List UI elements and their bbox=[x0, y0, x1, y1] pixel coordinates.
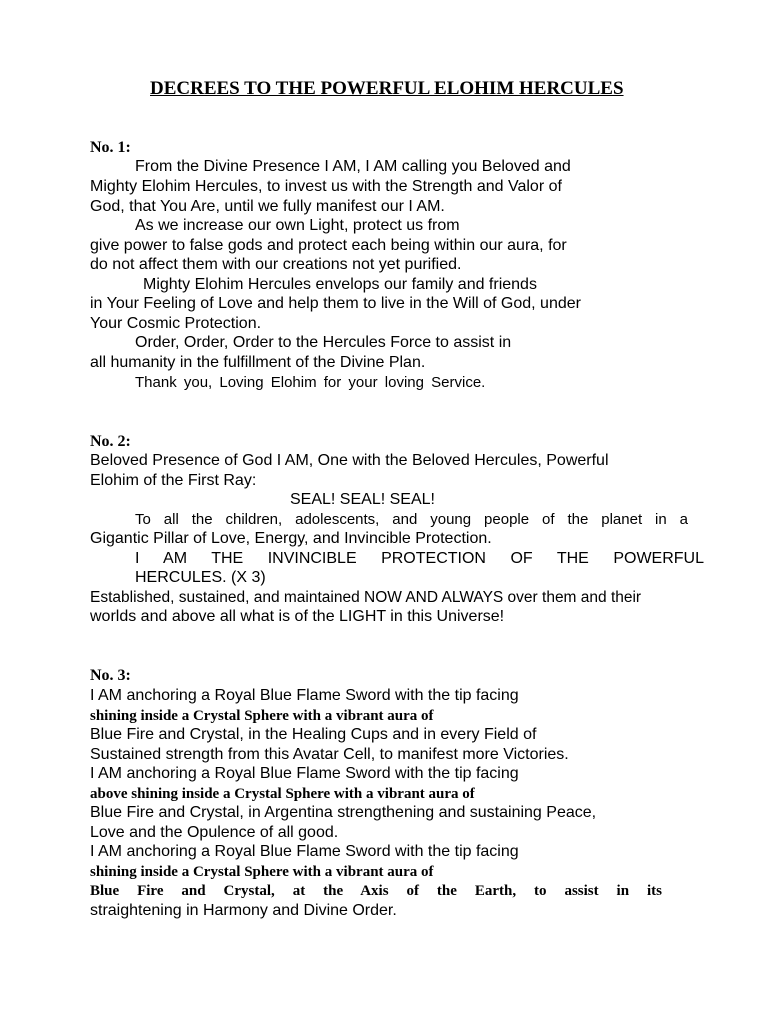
decree-2-line-4: To all the children, adolescents, and young people of the planet in a bbox=[135, 511, 688, 528]
decree-3-line-1: I AM anchoring a Royal Blue Flame Sword with the tip facing bbox=[90, 687, 519, 704]
decree-1-line-4: As we increase our own Light, protect us from bbox=[135, 217, 460, 234]
decree-3-line-8: Love and the Opulence of all good. bbox=[90, 824, 339, 841]
decree-3-line-3: Blue Fire and Crystal, in the Healing Cups and in every Field of bbox=[90, 726, 537, 743]
page-title: DECREES TO THE POWERFUL ELOHIM HERCULES bbox=[150, 78, 624, 99]
decree-label-2: No. 2: bbox=[90, 433, 131, 450]
decree-1-line-5: give power to false gods and protect each being within our aura, for bbox=[90, 237, 567, 254]
decree-2-line-5: Gigantic Pillar of Love, Energy, and Invincible Protection. bbox=[90, 530, 492, 547]
decree-label-3: No. 3: bbox=[90, 667, 131, 684]
decree-3-line-7: Blue Fire and Crystal, in Argentina strengthening and sustaining Peace, bbox=[90, 804, 597, 821]
decree-2-line-8: Established, sustained, and maintained NOW AND ALWAYS over them and their bbox=[90, 589, 642, 606]
decree-3-line-9: I AM anchoring a Royal Blue Flame Sword with the tip facing bbox=[90, 843, 519, 860]
decree-1-line-8: in Your Feeling of Love and help them to live in the Will of God, under bbox=[90, 295, 581, 312]
decree-1-line-12: Thank you, Loving Elohim for your loving Service. bbox=[135, 374, 486, 391]
decree-1-line-11: all humanity in the fulfillment of the Divine Plan. bbox=[90, 354, 426, 371]
decree-1-line-6: do not affect them with our creations not yet purified. bbox=[90, 256, 462, 273]
decree-3-line-2: shining inside a Crystal Sphere with a vibrant aura of bbox=[90, 708, 434, 724]
decree-2-line-7: HERCULES. (X 3) bbox=[135, 569, 266, 586]
decree-1-line-3: God, that You Are, until we fully manifest our I AM. bbox=[90, 198, 445, 215]
decree-3-line-12: straightening in Harmony and Divine Order. bbox=[90, 902, 397, 919]
decree-2-line-6: I AM THE INVINCIBLE PROTECTION OF THE POWERFUL bbox=[135, 550, 704, 567]
decree-1-line-10: Order, Order, Order to the Hercules Force to assist in bbox=[135, 334, 512, 351]
decree-1-line-9: Your Cosmic Protection. bbox=[90, 315, 262, 332]
decree-1-line-7: Mighty Elohim Hercules envelops our family and friends bbox=[143, 276, 537, 293]
decree-2-line-2: Elohim of the First Ray: bbox=[90, 472, 257, 489]
decree-2-line-3: SEAL! SEAL! SEAL! bbox=[290, 491, 435, 508]
decree-2-line-9: worlds and above all what is of the LIGHT in this Universe! bbox=[90, 608, 505, 625]
decree-label-1: No. 1: bbox=[90, 139, 131, 156]
decree-2-line-1: Beloved Presence of God I AM, One with the Beloved Hercules, Powerful bbox=[90, 452, 609, 469]
decree-1-line-2: Mighty Elohim Hercules, to invest us with the Strength and Valor of bbox=[90, 178, 562, 195]
decree-3-line-11: Blue Fire and Crystal, at the Axis of the Earth, to assist in its bbox=[90, 883, 662, 899]
decree-3-line-5: I AM anchoring a Royal Blue Flame Sword with the tip facing bbox=[90, 765, 519, 782]
decree-3-line-10: shining inside a Crystal Sphere with a vibrant aura of bbox=[90, 864, 434, 880]
decree-3-line-4: Sustained strength from this Avatar Cell, to manifest more Victories. bbox=[90, 746, 569, 763]
decree-1-line-1: From the Divine Presence I AM, I AM calling you Beloved and bbox=[135, 158, 571, 175]
decree-3-line-6: above shining inside a Crystal Sphere with a vibrant aura of bbox=[90, 786, 475, 802]
